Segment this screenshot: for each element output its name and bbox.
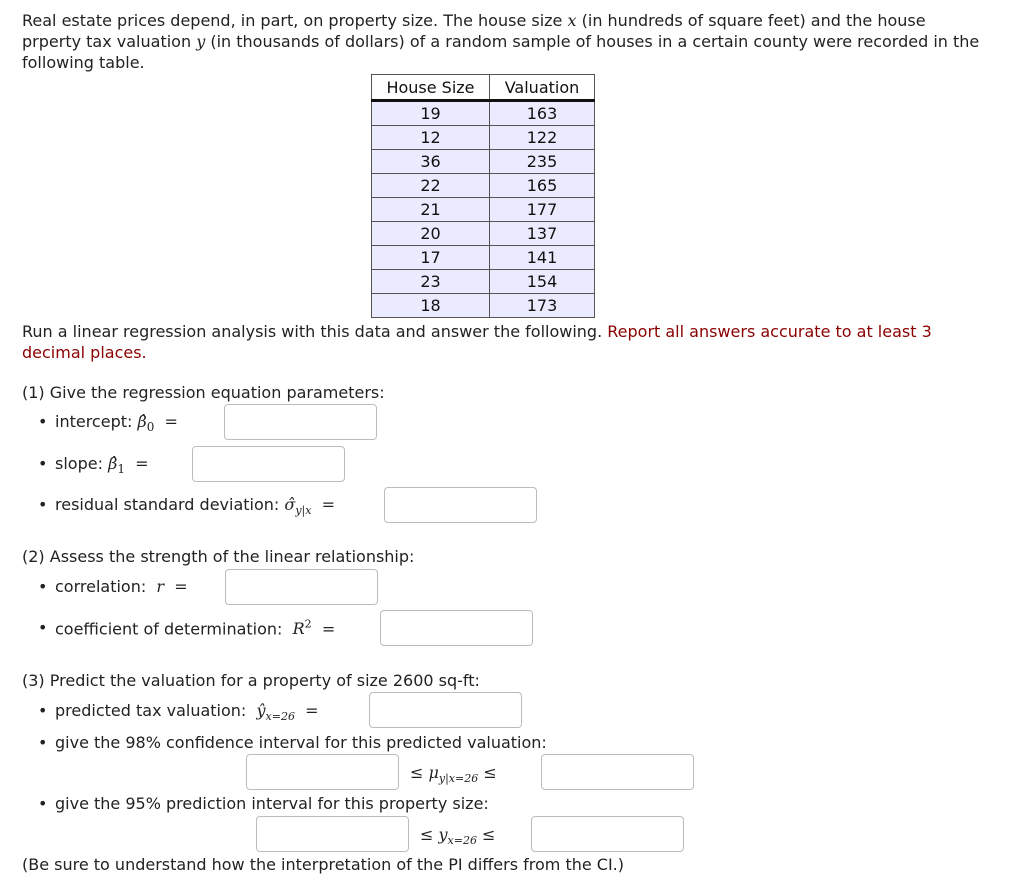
r-squared-symbol: $R^2$ [287, 618, 312, 639]
cell-valuation: 154 [490, 270, 595, 294]
instructions [22, 321, 982, 363]
predicted-label: predicted tax valuation: [55, 701, 247, 720]
footnote: (Be sure to understand how the interpretation of the PI differs from the CI.) [22, 855, 625, 874]
var-y: y [196, 32, 206, 51]
table-row [372, 126, 595, 150]
equals-sign: = [159, 412, 178, 431]
table-row [372, 198, 595, 222]
equals-sign: = [316, 495, 336, 514]
pi-upper-input[interactable] [531, 816, 684, 852]
table-header-row [372, 75, 595, 101]
pi-label: give the 95% prediction interval for this property size: [55, 794, 489, 813]
resid-sd-line [55, 495, 335, 517]
cell-valuation: 137 [490, 222, 595, 246]
pi-y-expression: ≤ $y_{x=26}$ ≤ [420, 825, 496, 848]
table-row [372, 174, 595, 198]
correlation-label: correlation: [55, 577, 147, 596]
table-row [372, 294, 595, 318]
intro-text-3: (in thousands of dollars) of a random sample of houses in a certain county were recorded in the following table. [22, 32, 980, 72]
slope-label: slope: [55, 454, 103, 473]
slope-line [55, 454, 149, 476]
table-row [372, 246, 595, 270]
data-table [371, 74, 595, 318]
intercept-input[interactable] [224, 404, 377, 440]
beta0-symbol: $\betâ_0$ [137, 412, 155, 435]
table-row [372, 270, 595, 294]
cell-valuation: 163 [490, 101, 595, 126]
intercept-label: intercept: [55, 412, 133, 431]
yhat-symbol: $ŷ_{x=26}$ [251, 701, 295, 724]
header-house-size: House Size [372, 75, 490, 101]
resid-sd-input[interactable] [384, 487, 537, 523]
r-squared-line [55, 618, 335, 638]
instructions-text: Run a linear regression analysis with this data and answer the following. [22, 322, 603, 341]
correlation-line [55, 577, 188, 596]
ci-mu-expression: ≤ $\mu_{y|x=26}$ ≤ [410, 763, 497, 786]
var-x: x [567, 11, 577, 30]
table-row [372, 101, 595, 126]
cell-size: 12 [372, 126, 490, 150]
ci-label: give the 98% confidence interval for this predicted valuation: [55, 733, 547, 752]
cell-size: 22 [372, 174, 490, 198]
cell-size: 20 [372, 222, 490, 246]
q3-heading: (3) Predict the valuation for a property of size 2600 sq-ft: [22, 671, 480, 690]
cell-valuation: 141 [490, 246, 595, 270]
cell-valuation: 122 [490, 126, 595, 150]
cell-size: 18 [372, 294, 490, 318]
equals-sign: = [300, 701, 319, 720]
problem-intro [22, 10, 982, 73]
sigma-symbol: $\sigmâ_{y|x}$ [284, 495, 312, 518]
cell-size: 21 [372, 198, 490, 222]
equals-sign: = [130, 454, 149, 473]
cell-size: 36 [372, 150, 490, 174]
instructions-highlight: Report all answers accurate to at least 3 decimal places. [22, 322, 932, 362]
predicted-line [55, 701, 319, 723]
equals-sign: = [169, 577, 188, 596]
intro-text-1: Real estate prices depend, in part, on property size. The house size [22, 11, 563, 30]
q2-heading: (2) Assess the strength of the linear relationship: [22, 547, 415, 566]
ci-lower-input[interactable] [246, 754, 399, 790]
header-valuation: Valuation [490, 75, 595, 101]
resid-sd-label: residual standard deviation: [55, 495, 280, 514]
intro-text-2: (in hundreds of square feet) and the house prperty tax valuation [22, 11, 926, 51]
predicted-input[interactable] [369, 692, 522, 728]
slope-input[interactable] [192, 446, 345, 482]
table-row [372, 150, 595, 174]
pi-line [55, 794, 489, 813]
cell-size: 23 [372, 270, 490, 294]
equals-sign: = [316, 619, 336, 639]
cell-valuation: 235 [490, 150, 595, 174]
intercept-line [55, 412, 178, 434]
r-squared-input[interactable] [380, 610, 533, 646]
r-squared-label: coefficient of determination: [55, 619, 283, 639]
q1-heading: (1) Give the regression equation parameters: [22, 383, 385, 402]
correlation-input[interactable] [225, 569, 378, 605]
ci-line [55, 733, 547, 752]
pi-lower-input[interactable] [256, 816, 409, 852]
cell-valuation: 177 [490, 198, 595, 222]
cell-valuation: 165 [490, 174, 595, 198]
cell-size: 19 [372, 101, 490, 126]
beta1-symbol: $\betâ_1$ [108, 454, 125, 477]
ci-upper-input[interactable] [541, 754, 694, 790]
r-symbol: r [151, 577, 165, 596]
cell-valuation: 173 [490, 294, 595, 318]
table-row [372, 222, 595, 246]
cell-size: 17 [372, 246, 490, 270]
